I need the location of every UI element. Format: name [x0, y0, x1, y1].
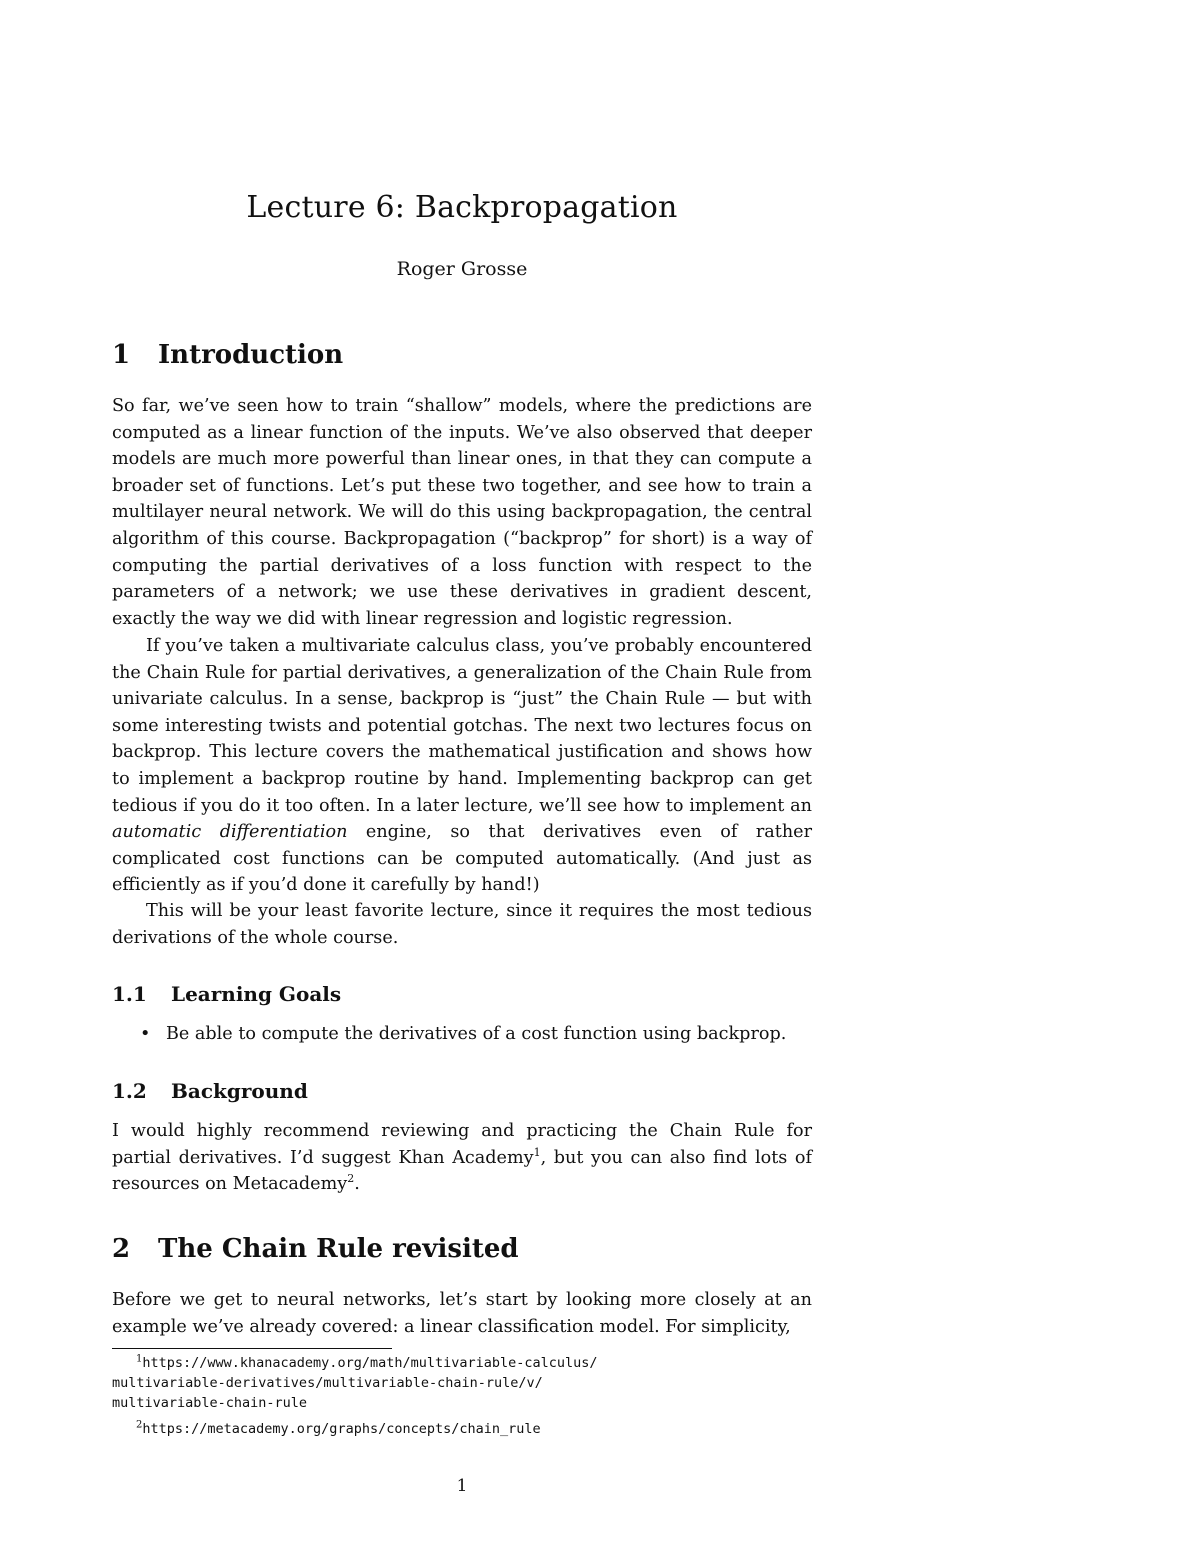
- section-heading-introduction: [112, 340, 343, 370]
- footnote-url-part[interactable]: https://www.khanacademy.org/math/multivariable-calculus/: [142, 1355, 598, 1371]
- background-text-c: .: [354, 1174, 360, 1195]
- background-text-a: I would highly recommend reviewing and practicing the Chain Rule for partial derivatives. I’d suggest Khan Academy: [112, 1121, 812, 1168]
- footnote-1-line-3[interactable]: multivariable-chain-rule: [112, 1395, 308, 1411]
- emphasis-automatic-differentiation: automatic differentiation: [112, 822, 348, 843]
- footnote-1-line-2[interactable]: multivariable-derivatives/multivariable-chain-rule/v/: [112, 1375, 543, 1391]
- footnote-2: [112, 1419, 812, 1439]
- list-item: [140, 1021, 812, 1048]
- background-paragraph: [112, 1118, 812, 1198]
- footnote-mark: 2: [136, 1419, 143, 1431]
- footnote-1-line-1: [112, 1353, 812, 1373]
- subsection-number: 1.1: [112, 982, 147, 1006]
- subsection-number: 1.2: [112, 1079, 147, 1103]
- section-number: 2: [112, 1234, 131, 1264]
- intro-paragraph-2: [112, 633, 812, 899]
- list-item-text: Be able to compute the derivatives of a cost function using backprop.: [166, 1024, 787, 1044]
- section-title: The Chain Rule revisited: [158, 1234, 519, 1264]
- intro-paragraph-2-text-b: engine, so that derivatives even of rather complicated cost functions can be computed automatically. (And just as efficiently as if you’d done it carefully by hand!): [112, 822, 812, 896]
- intro-paragraph-3: This will be your least favorite lecture, since it requires the most tedious derivations of the whole course.: [112, 901, 812, 948]
- page-number: 1: [456, 1476, 468, 1496]
- subsection-title: Background: [171, 1079, 308, 1103]
- footnote-ref-1[interactable]: 1: [533, 1145, 541, 1159]
- intro-paragraph-2-text-a: If you’ve taken a multivariate calculus class, you’ve probably encountered the Chain Rule for partial derivatives, a generalization of the Chain Rule from univariate calculus. In a sense, backprop is “just” the Chain Rule — but with some interesting twists and potential gotchas. The next two lectures focus on backprop. This lecture covers the mathematical justification and shows how to implement a backprop routine by hand. Implementing backprop can get tedious if you do it too often. In a later lecture, we’ll see how to implement an: [112, 636, 812, 816]
- document-author: Roger Grosse: [396, 258, 528, 280]
- subsection-heading-background: [112, 1079, 308, 1103]
- subsection-title: Learning Goals: [171, 982, 342, 1006]
- footnote-mark: 1: [136, 1353, 143, 1365]
- footnote-rule: [112, 1348, 392, 1349]
- footnote-2-line-1: [112, 1419, 812, 1439]
- document-title: Lecture 6: Backpropagation: [246, 190, 678, 225]
- footnote-url-part[interactable]: https://metacademy.org/graphs/concepts/chain_rule: [142, 1421, 541, 1437]
- section-heading-chain-rule: [112, 1234, 519, 1264]
- subsection-heading-learning-goals: [112, 982, 341, 1006]
- section-title: Introduction: [158, 340, 344, 370]
- footnote-ref-2[interactable]: 2: [347, 1172, 355, 1186]
- footnote-1: [112, 1353, 812, 1413]
- section-number: 1: [112, 340, 131, 370]
- intro-paragraph-1: So far, we’ve seen how to train “shallow” models, where the predictions are computed as a linear function of the inputs. We’ve also observed that deeper models are much more powerful than linear ones, in that they can compute a broader set of functions. Let’s put these two together, and see how to train a multilayer neural network. We will do this using backpropagation, the central algorithm of this course. Backpropagation (“backprop” for short) is a way of computing the partial derivatives of a loss function with respect to the parameters of a network; we use these derivatives in gradient descent, exactly the way we did with linear regression and logistic regression.: [112, 396, 812, 629]
- chain-rule-paragraph-1: Before we get to neural networks, let’s start by looking more closely at an example we’ve already covered: a linear classification model. For simplicity,: [112, 1290, 812, 1337]
- background-text-b: , but you can also find lots of resources on Metacademy: [112, 1147, 812, 1195]
- bullet-icon: •: [140, 1024, 151, 1044]
